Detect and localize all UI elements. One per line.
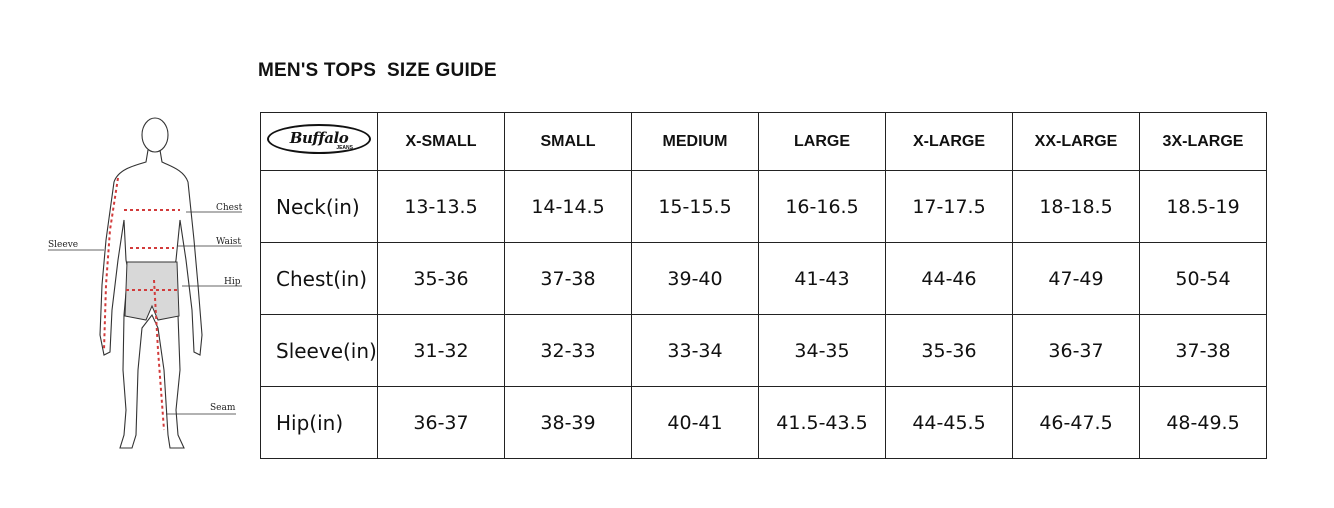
column-header: LARGE [759, 113, 886, 171]
table-cell: 37-38 [1140, 315, 1267, 387]
seam-label: Seam [210, 403, 236, 413]
chest-label: Chest [216, 203, 243, 213]
column-header: X-LARGE [886, 113, 1013, 171]
buffalo-logo [267, 124, 371, 154]
sleeve-label: Sleeve [48, 240, 79, 250]
table-cell: 16-16.5 [759, 171, 886, 243]
table-cell: 37-38 [505, 243, 632, 315]
column-header: XX-LARGE [1013, 113, 1140, 171]
table-cell: 31-32 [378, 315, 505, 387]
table-cell: 18-18.5 [1013, 171, 1140, 243]
table-row [261, 171, 1267, 243]
table-cell: 35-36 [378, 243, 505, 315]
table-cell: 36-37 [1013, 315, 1140, 387]
logo-subtext: JEANS [336, 145, 353, 151]
row-label: Chest(in) [261, 243, 378, 315]
table-cell: 44-46 [886, 243, 1013, 315]
table-cell: 32-33 [505, 315, 632, 387]
header-row [261, 113, 1267, 171]
table-cell: 33-34 [632, 315, 759, 387]
logo-text: Buffalo [289, 129, 349, 147]
table-cell: 38-39 [505, 387, 632, 459]
table-cell: 48-49.5 [1140, 387, 1267, 459]
table-cell: 13-13.5 [378, 171, 505, 243]
table-row [261, 243, 1267, 315]
table-cell: 15-15.5 [632, 171, 759, 243]
table-cell: 17-17.5 [886, 171, 1013, 243]
table-cell: 34-35 [759, 315, 886, 387]
column-header: MEDIUM [632, 113, 759, 171]
column-header: X-SMALL [378, 113, 505, 171]
body-measurement-figure [40, 110, 260, 470]
logo-cell [261, 113, 378, 171]
size-guide-table [260, 112, 1267, 459]
table-cell: 46-47.5 [1013, 387, 1140, 459]
table-cell: 40-41 [632, 387, 759, 459]
hip-label: Hip [224, 277, 241, 287]
column-header: SMALL [505, 113, 632, 171]
table-cell: 39-40 [632, 243, 759, 315]
table-cell: 41.5-43.5 [759, 387, 886, 459]
table-cell: 44-45.5 [886, 387, 1013, 459]
table-row [261, 387, 1267, 459]
column-header: 3X-LARGE [1140, 113, 1267, 171]
row-label: Hip(in) [261, 387, 378, 459]
waist-label: Waist [216, 237, 241, 247]
table-cell: 50-54 [1140, 243, 1267, 315]
table-cell: 14-14.5 [505, 171, 632, 243]
table-row [261, 315, 1267, 387]
row-label: Neck(in) [261, 171, 378, 243]
table-cell: 47-49 [1013, 243, 1140, 315]
table-cell: 36-37 [378, 387, 505, 459]
table-cell: 18.5-19 [1140, 171, 1267, 243]
row-label: Sleeve(in) [261, 315, 378, 387]
page-title: MEN'S TOPS SIZE GUIDE [258, 60, 497, 81]
table-cell: 41-43 [759, 243, 886, 315]
table-cell: 35-36 [886, 315, 1013, 387]
